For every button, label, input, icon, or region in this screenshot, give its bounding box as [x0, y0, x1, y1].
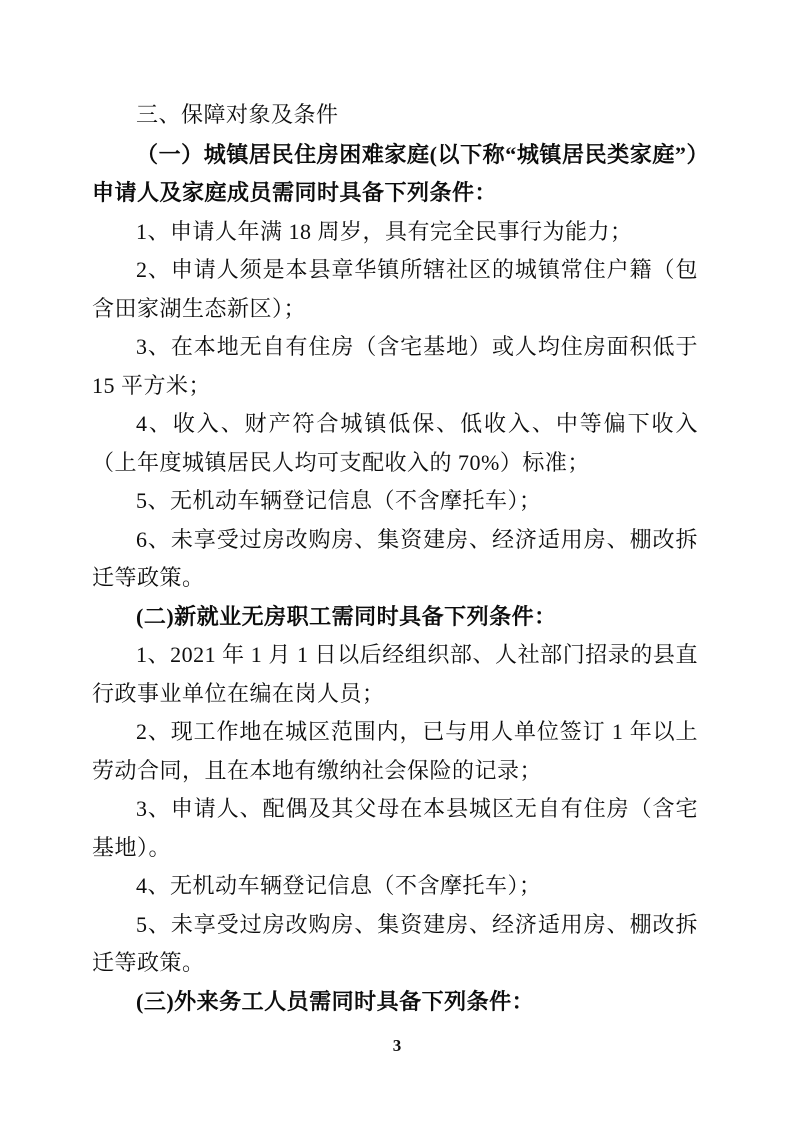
- document-content: [92, 97, 698, 1021]
- list-item: 3、在本地无自有住房（含宅基地）或人均住房面积低于 15 平方米；: [92, 334, 698, 398]
- list-item: 3、申请人、配偶及其父母在本县城区无自有住房（含宅基地）。: [92, 796, 698, 860]
- list-item: 4、收入、财产符合城镇低保、低收入、中等偏下收入（上年度城镇居民人均可支配收入的 70%）标准；: [92, 411, 698, 475]
- subsection-title-migrant-workers: (三)外来务工人员需同时具备下列条件：: [136, 988, 535, 1014]
- list-item: 5、无机动车辆登记信息（不含摩托车）；: [136, 488, 542, 513]
- list-item: 2、现工作地在城区范围内，已与用人单位签订 1 年以上劳动合同，且在本地有缴纳社会保险的记录；: [92, 719, 698, 783]
- page-number: 3: [392, 1036, 402, 1055]
- list-item: 5、未享受过房改购房、集资建房、经济适用房、棚改拆迁等政策。: [92, 911, 698, 975]
- list-item: 1、2021 年 1 月 1 日以后经组织部、人社部门招录的县直行政事业单位在编在岗人员；: [92, 642, 698, 706]
- list-item: 2、申请人须是本县章华镇所辖社区的城镇常住户籍（包含田家湖生态新区）；: [92, 257, 698, 321]
- subsection-title-new-employed-workers: (二)新就业无房职工需同时具备下列条件：: [136, 603, 557, 629]
- list-item: 6、未享受过房改购房、集资建房、经济适用房、棚改拆迁等政策。: [92, 526, 698, 590]
- subsection-title-urban-resident-families: （一）城镇居民住房困难家庭(以下称“城镇居民类家庭”）申请人及家庭成员需同时具备下列条件：: [92, 141, 698, 205]
- list-item: 1、申请人年满 18 周岁，具有完全民事行为能力；: [136, 218, 633, 244]
- list-item: 4、无机动车辆登记信息（不含摩托车）；: [136, 873, 542, 898]
- section-heading: 三、保障对象及条件: [136, 103, 339, 128]
